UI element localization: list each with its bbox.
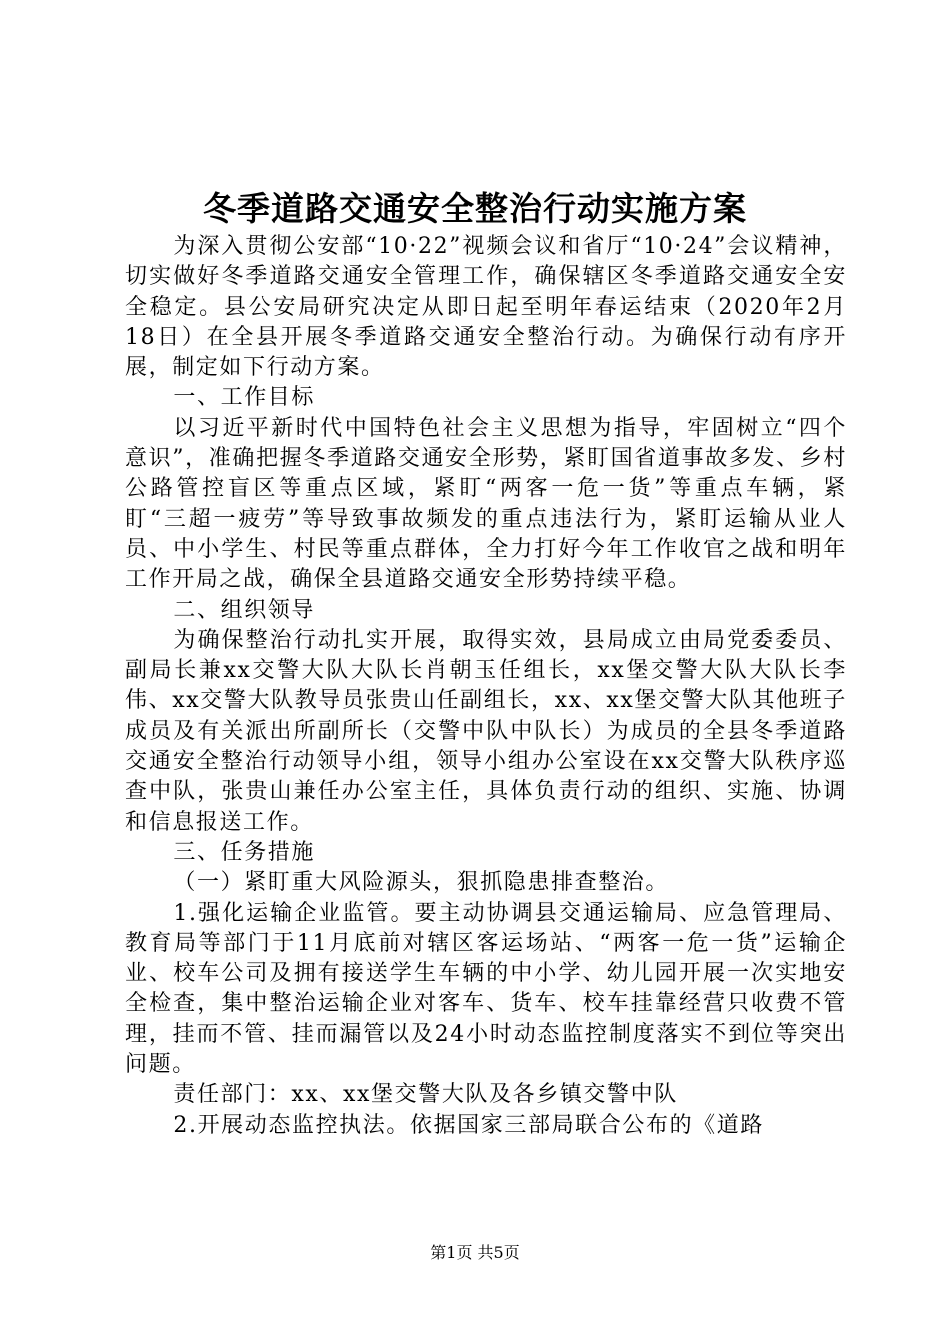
section-heading-organization: 二、组织领导 xyxy=(173,597,315,623)
paragraph-measure-1: 1.强化运输企业监管。要主动协调县交通运输局、应急管理局、教育局等部门于11月底前对辖区客运场站、“两客一危一货”运输企业、校车公司及拥有接送学生车辆的中小学、幼儿园开展一次实地安全检查，集中整治运输企业对客车、货车、校车挂靠经营只收费不管理，挂而不管、挂而漏管以及24小时动态监控制度落实不到位等突出问题。 xyxy=(125,900,847,1078)
paragraph-organization: 为确保整治行动扎实开展，取得实效，县局成立由局党委委员、副局长兼xx交警大队大队长肖朝玉任组长，xx堡交警大队大队长李伟、xx交警大队教导员张贵山任副组长，xx、xx堡交警大队其他班子成员及有关派出所副所长（交警中队中队长）为成员的全县冬季道路交通安全整治行动领导小组，领导小组办公室设在xx交警大队秩序巡查中队，张贵山兼任办公室主任，具体负责行动的组织、实施、协调和信息报送工作。 xyxy=(125,627,847,835)
paragraph-goals: 以习近平新时代中国特色社会主义思想为指导，牢固树立“四个意识”，准确把握冬季道路交通安全形势，紧盯国省道事故多发、乡村公路管控盲区等重点区域，紧盯“两客一危一货”等重点车辆，紧盯“三超一疲劳”等导致事故频发的重点违法行为，紧盯运输从业人员、中小学生、村民等重点群体，全力打好今年工作收官之战和明年工作开局之战，确保全县道路交通安全形势持续平稳。 xyxy=(125,415,847,593)
paragraph-measure-2: 2.开展动态监控执法。依据国家三部局联合公布的《道路 xyxy=(173,1112,764,1138)
document-body xyxy=(125,232,847,1141)
section-heading-goals: 一、工作目标 xyxy=(173,385,315,411)
document-title: 冬季道路交通安全整治行动实施方案 xyxy=(203,189,747,228)
paragraph-intro: 为深入贯彻公安部“10·22”视频会议和省厅“10·24”会议精神，切实做好冬季道路交通安全管理工作，确保辖区冬季道路交通安全安全稳定。县公安局研究决定从即日起至明年春运结束（2020年2月18日）在全县开展冬季道路交通安全整治行动。为确保行动有序开展，制定如下行动方案。 xyxy=(125,234,847,381)
page-footer: 第1页 共5页 xyxy=(430,1243,520,1262)
paragraph-responsible-departments: 责任部门：xx、xx堡交警大队及各乡镇交警中队 xyxy=(173,1082,678,1108)
section-heading-measures: 三、任务措施 xyxy=(173,839,315,865)
subsection-heading-1: （一）紧盯重大风险源头，狠抓隐患排查整治。 xyxy=(173,870,669,896)
